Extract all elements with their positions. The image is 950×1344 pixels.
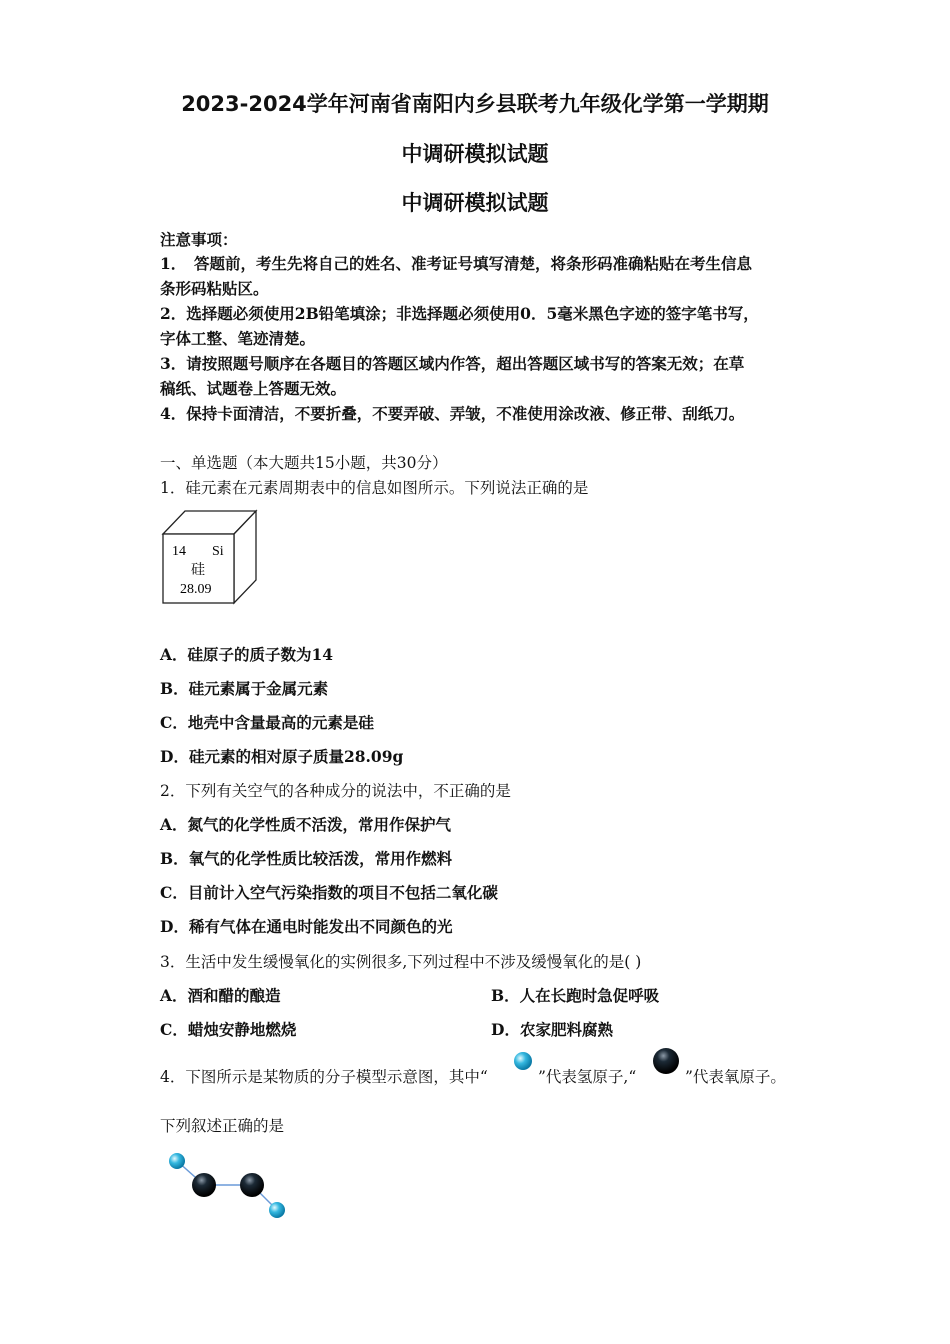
hydrogen-atom-right	[269, 1202, 285, 1218]
q1-option-a: A．硅原子的质子数为14	[160, 645, 334, 664]
element-mass: 28.09	[180, 582, 212, 597]
element-symbol: Si	[212, 544, 224, 559]
element-number: 14	[172, 544, 186, 559]
title-line-3: 中调研模拟试题	[401, 191, 549, 215]
q3-option-a: A．酒和醋的酿造	[160, 986, 281, 1005]
q3-option-c: C．蜡烛安静地燃烧	[160, 1020, 297, 1039]
q2-option-a: A．氮气的化学性质不活泼，常用作保护气	[160, 815, 452, 834]
note-1-line-2: 条形码粘贴区。	[160, 279, 269, 298]
q4-stem-part-1: 4．下图所示是某物质的分子模型示意图，其中“	[160, 1068, 488, 1086]
q3-option-b: B．人在长跑时急促呼吸	[491, 986, 660, 1005]
q4-stem-part-2: ”代表氢原子,“	[538, 1068, 637, 1086]
note-3-line-1: 3．请按照题号顺序在各题目的答题区域内作答，超出答题区域书写的答案无效；在草	[160, 354, 745, 373]
q3-stem: 3．生活中发生缓慢氧化的实例很多,下列过程中不涉及缓慢氧化的是( )	[160, 953, 642, 971]
element-name: 硅	[191, 563, 205, 578]
note-4: 4．保持卡面清洁，不要折叠，不要弄破、弄皱，不准使用涂改液、修正带、刮纸刀。	[160, 404, 745, 423]
note-2-line-2: 字体工整、笔迹清楚。	[160, 329, 316, 348]
q4-stem-part-3: ”代表氧原子。	[685, 1068, 786, 1086]
q2-option-d: D．稀有气体在通电时能发出不同颜色的光	[160, 917, 453, 936]
note-1-line-1: 1． 答题前，考生先将自己的姓名、准考证号填写清楚，将条形码准确粘贴在考生信息	[160, 254, 753, 273]
hydrogen-atom-icon	[511, 1049, 535, 1073]
title-line-1: 2023-2024学年河南省南阳内乡县联考九年级化学第一学期期	[181, 92, 769, 116]
q2-option-c: C．目前计入空气污染指数的项目不包括二氧化碳	[160, 883, 498, 902]
oxygen-atom-icon	[650, 1046, 682, 1076]
silicon-element-card-figure	[160, 508, 260, 608]
hydrogen-atom-left	[169, 1153, 185, 1169]
q1-option-b: B．硅元素属于金属元素	[160, 679, 329, 698]
q1-option-d: D．硅元素的相对原子质量28.09g	[160, 747, 404, 766]
section-heading: 一、单选题（本大题共15小题，共30分）	[160, 454, 448, 472]
note-3-line-2: 稿纸、试题卷上答题无效。	[160, 379, 347, 398]
oxygen-atom-right	[240, 1173, 264, 1197]
q4-stem-line-2: 下列叙述正确的是	[160, 1117, 285, 1135]
q2-option-b: B．氧气的化学性质比较活泼，常用作燃料	[160, 849, 453, 868]
q3-option-d: D．农家肥料腐熟	[491, 1020, 613, 1039]
note-2-line-1: 2．选择题必须使用2B铅笔填涂；非选择题必须使用0．5毫米黑色字迹的签字笔书写，	[160, 304, 759, 323]
notes-heading: 注意事项：	[160, 230, 238, 249]
oxygen-atom-left	[192, 1173, 216, 1197]
q1-option-c: C．地壳中含量最高的元素是硅	[160, 713, 374, 732]
q1-stem: 1．硅元素在元素周期表中的信息如图所示。下列说法正确的是	[160, 479, 589, 497]
molecule-model-figure	[160, 1148, 300, 1224]
title-line-2: 中调研模拟试题	[401, 142, 549, 166]
q2-stem: 2．下列有关空气的各种成分的说法中，不正确的是	[160, 782, 511, 800]
